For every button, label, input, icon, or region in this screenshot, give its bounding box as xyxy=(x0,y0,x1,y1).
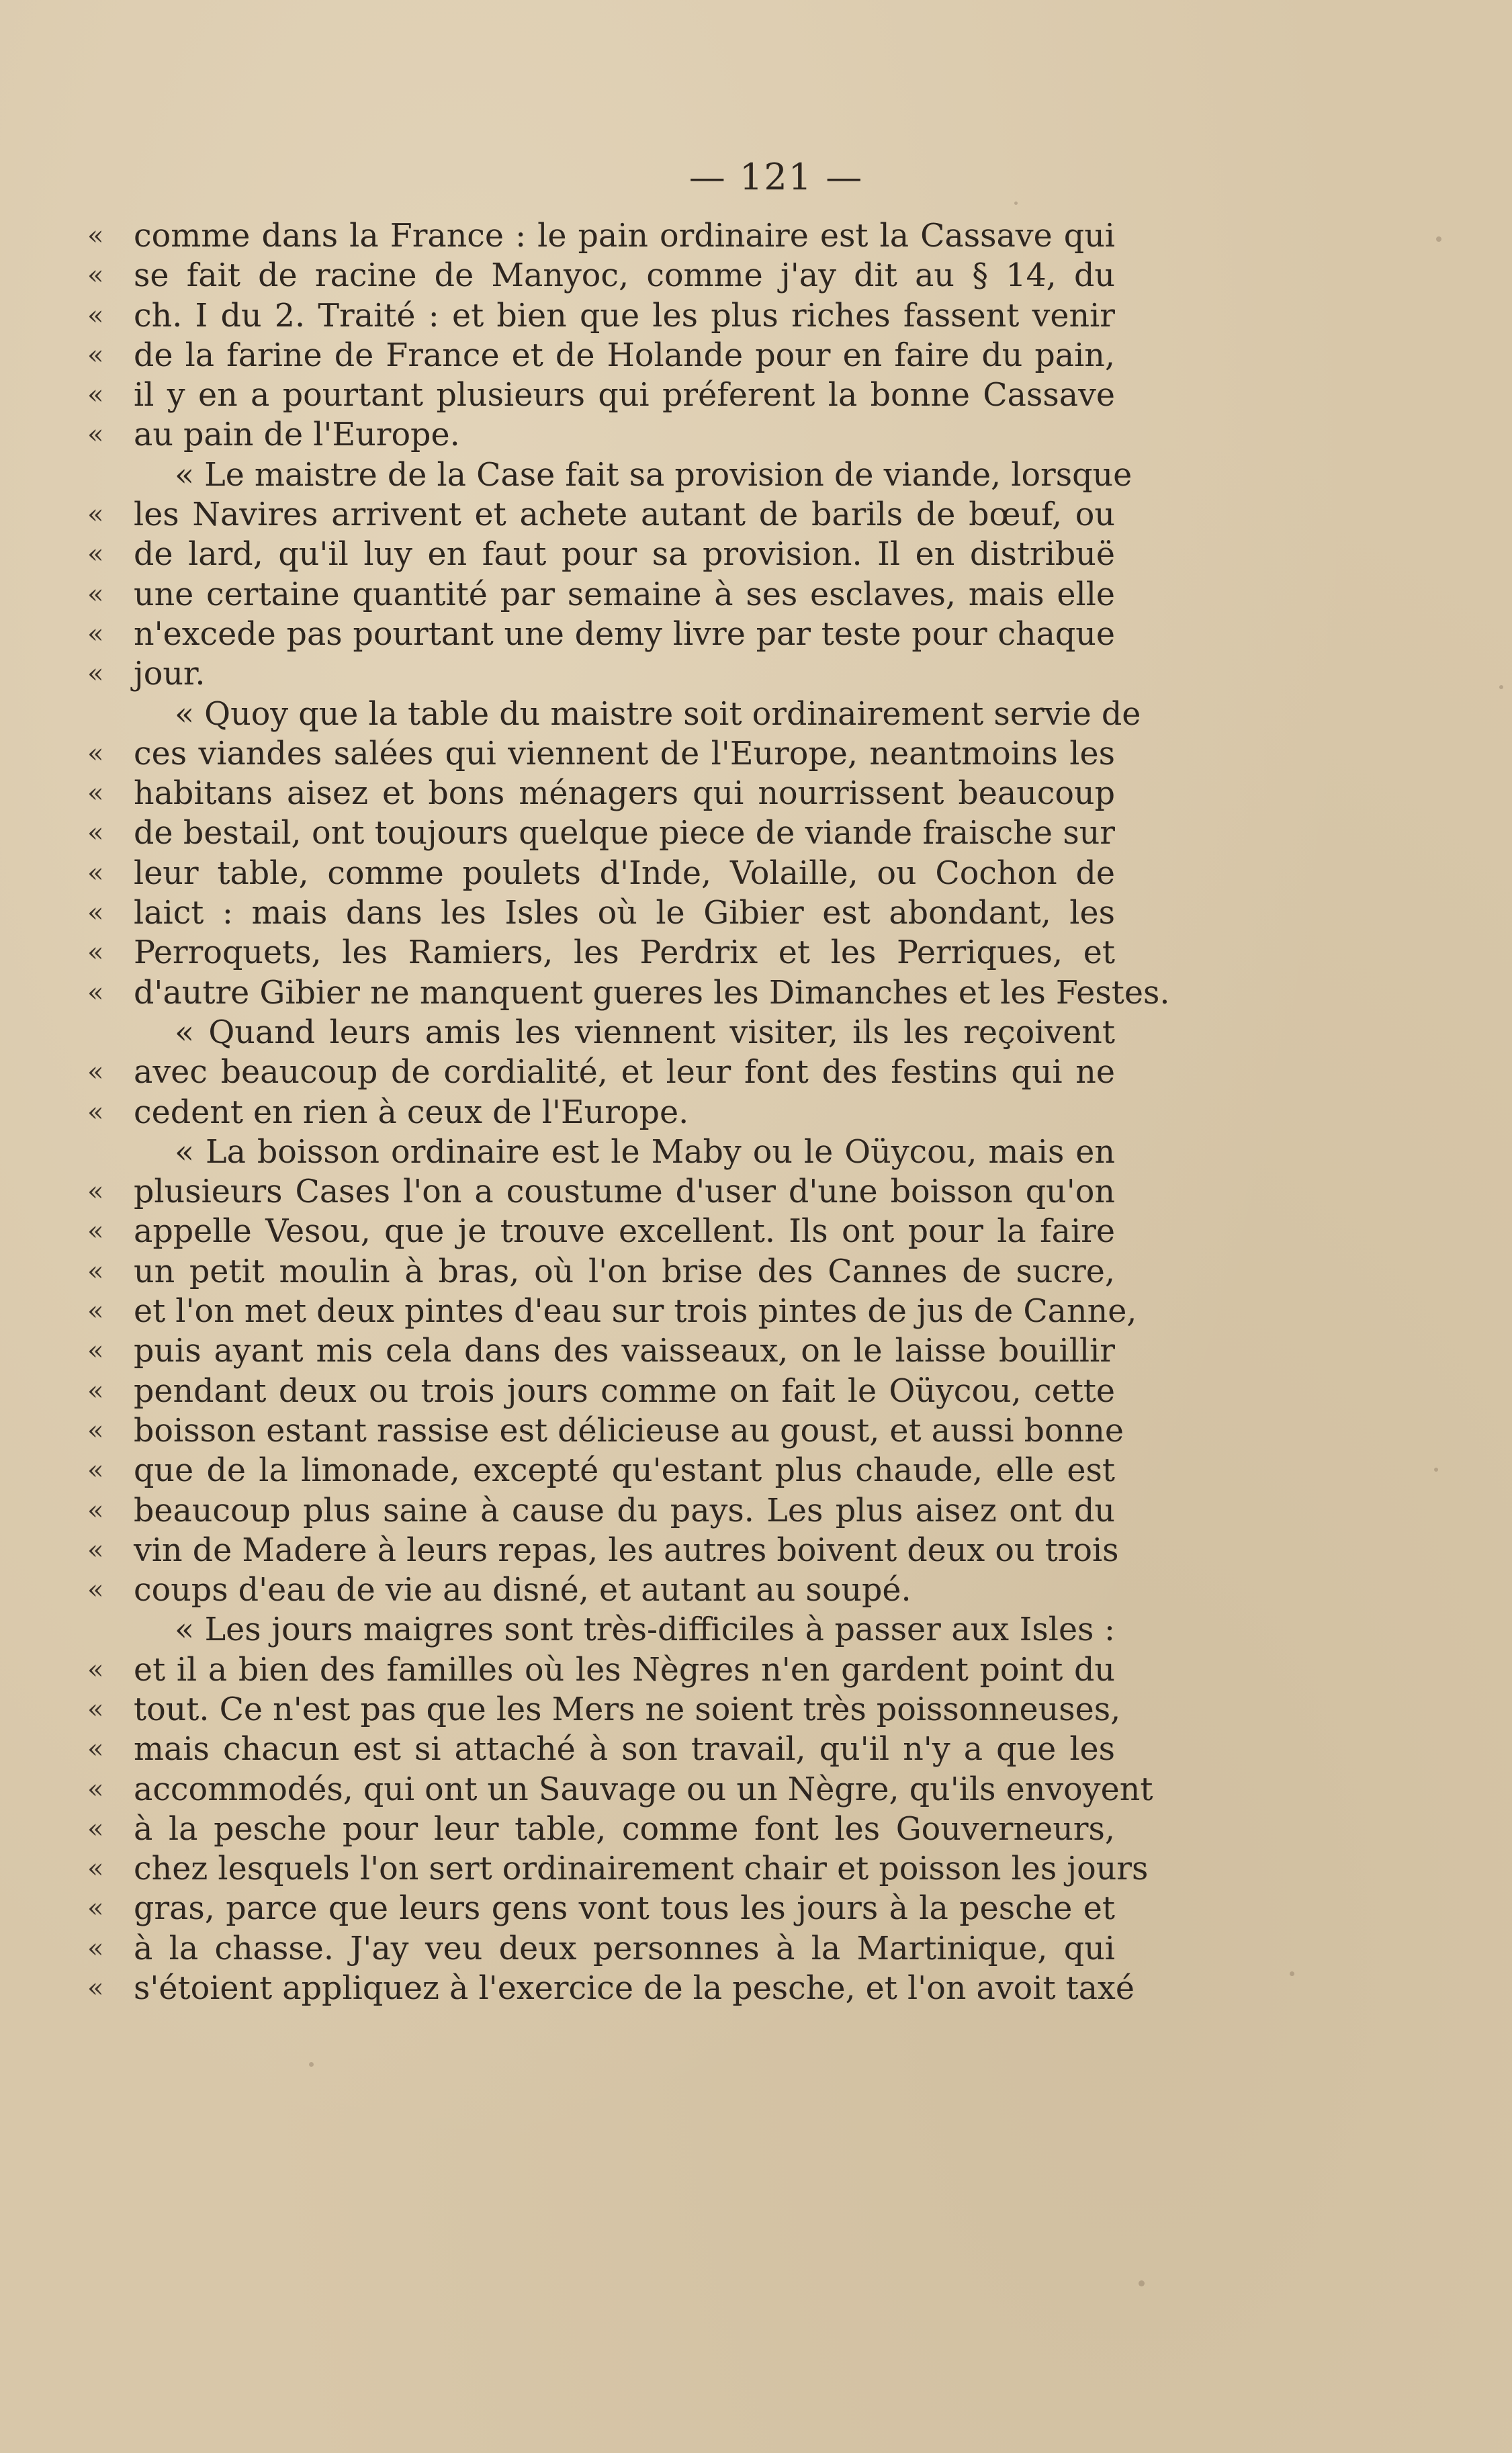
line-text: « Quoy que la table du maistre soit ordinairement servie de xyxy=(175,695,1141,733)
text-line xyxy=(87,973,1170,1013)
quote-mark: « xyxy=(87,1375,104,1407)
text-line xyxy=(87,535,1115,574)
text-line xyxy=(101,1610,1115,1650)
quote-mark: « xyxy=(87,977,104,1008)
quote-mark: « xyxy=(87,1096,104,1128)
line-text: que de la limonade, excepté qu'estant plus chaude, elle est xyxy=(134,1452,1115,1490)
quote-mark: « xyxy=(87,1455,104,1486)
line-text: ch. I du 2. Traité : et bien que les plus riches fassent venir xyxy=(134,297,1115,334)
line-text: cedent en rien à ceux de l'Europe. xyxy=(134,1094,689,1131)
line-text: et il a bien des familles où les Nègres n'en gardent point du xyxy=(134,1651,1115,1689)
quote-mark: « xyxy=(87,937,104,969)
quote-mark: « xyxy=(87,1415,104,1446)
quote-mark: « xyxy=(87,738,104,769)
line-text: de la farine de France et de Holande pour en faire du pain, xyxy=(134,337,1115,374)
line-text: puis ayant mis cela dans des vaisseaux, on le laisse bouillir xyxy=(134,1333,1115,1370)
text-line xyxy=(87,1292,1137,1331)
line-text: à la chasse. J'ay veu deux personnes à la Martinique, qui xyxy=(134,1930,1115,1967)
text-line xyxy=(101,1013,1115,1053)
line-text: n'excede pas pourtant une demy livre par teste pour chaque xyxy=(134,615,1115,653)
line-text: pendant deux ou trois jours comme on fait le Oüycou, cette xyxy=(134,1372,1115,1410)
text-line xyxy=(87,1252,1115,1292)
quote-mark: « xyxy=(87,339,104,371)
line-text: ces viandes salées qui viennent de l'Europe, neantmoins les xyxy=(134,735,1115,772)
line-text: à la pesche pour leur table, comme font les Gouverneurs, xyxy=(134,1810,1115,1848)
paper-speck xyxy=(309,2062,314,2067)
paper-speck xyxy=(1014,202,1018,205)
line-text: comme dans la France : le pain ordinaire est la Cassave qui xyxy=(134,218,1115,255)
text-line xyxy=(87,1889,1115,1928)
quote-mark: « xyxy=(87,1654,104,1685)
quote-mark: « xyxy=(87,1495,104,1526)
text-line xyxy=(87,216,1115,256)
line-text: coups d'eau de vie au disné, et autant au soupé. xyxy=(134,1572,911,1609)
text-line xyxy=(87,1730,1115,1769)
line-text: plusieurs Cases l'on a coustume d'user d'une boisson qu'on xyxy=(134,1173,1115,1211)
quote-mark: « xyxy=(87,778,104,809)
text-line xyxy=(87,1212,1115,1251)
line-text: beaucoup plus saine à cause du pays. Les plus aisez ont du xyxy=(134,1492,1115,1529)
line-text: gras, parce que leurs gens vont tous les jours à la pesche et xyxy=(134,1890,1115,1928)
page-number: — 121 — xyxy=(688,156,864,198)
paper-speck xyxy=(1436,236,1441,242)
line-text: « La boisson ordinaire est le Maby ou le Oüycou, mais en xyxy=(175,1133,1115,1171)
text-line xyxy=(87,575,1115,615)
quote-mark: « xyxy=(87,1853,104,1885)
text-line xyxy=(87,1849,1149,1889)
text-line xyxy=(87,375,1115,415)
text-line xyxy=(87,1172,1115,1212)
quote-mark: « xyxy=(87,1176,104,1208)
line-text: au pain de l'Europe. xyxy=(134,416,460,454)
quote-mark: « xyxy=(87,1813,104,1844)
text-line xyxy=(87,256,1115,296)
text-line xyxy=(87,734,1115,774)
quote-mark: « xyxy=(87,300,104,331)
quote-mark: « xyxy=(87,380,104,411)
text-line xyxy=(87,1491,1115,1531)
line-text: habitans aisez et bons ménagers qui nourrissent beaucoup xyxy=(134,775,1115,813)
line-text: « Les jours maigres sont très-difficiles à passer aux Isles : xyxy=(175,1611,1115,1649)
quote-mark: « xyxy=(87,1057,104,1088)
quote-mark: « xyxy=(87,897,104,929)
text-line xyxy=(87,336,1115,375)
text-line xyxy=(87,1810,1115,1849)
text-line xyxy=(87,1451,1115,1490)
text-line xyxy=(101,695,1141,734)
line-text: d'autre Gibier ne manquent gueres les Dimanches et les Festes. xyxy=(134,974,1170,1012)
quote-mark: « xyxy=(87,1296,104,1327)
text-line xyxy=(87,893,1115,933)
paper-speck xyxy=(1499,685,1503,689)
line-text: appelle Vesou, que je trouve excellent. Ils ont pour la faire xyxy=(134,1213,1115,1251)
text-line xyxy=(87,415,1115,455)
text-line xyxy=(87,933,1115,973)
line-text: Perroquets, les Ramiers, les Perdrix et les Perriques, et xyxy=(134,934,1115,972)
quote-mark: « xyxy=(87,1973,104,2004)
line-text: avec beaucoup de cordialité, et leur font des festins qui ne xyxy=(134,1054,1115,1091)
line-text: laict : mais dans les Isles où le Gibier est abondant, les xyxy=(134,895,1115,932)
line-text: accommodés, qui ont un Sauvage ou un Nègre, qu'ils envoyent xyxy=(134,1771,1153,1808)
quote-mark: « xyxy=(87,419,104,451)
text-line xyxy=(101,455,1132,495)
quote-mark: « xyxy=(87,260,104,292)
quote-mark: « xyxy=(87,1534,104,1566)
quote-mark: « xyxy=(87,539,104,570)
line-text: de lard, qu'il luy en faut pour sa provision. Il en distribuë xyxy=(134,536,1115,574)
text-line xyxy=(87,1411,1124,1451)
quote-mark: « xyxy=(87,857,104,889)
text-line xyxy=(87,654,1115,694)
text-line xyxy=(87,615,1115,654)
text-line xyxy=(87,1929,1115,1969)
line-text: de bestail, ont toujours quelque piece de viande fraische sur xyxy=(134,815,1115,852)
line-text: chez lesquels l'on sert ordinairement chair et poisson les jours xyxy=(134,1850,1149,1888)
text-line xyxy=(87,1770,1153,1810)
text-line xyxy=(87,296,1115,336)
quote-mark: « xyxy=(87,1773,104,1805)
text-line xyxy=(87,1969,1135,2008)
quote-mark: « xyxy=(87,1734,104,1765)
text-line xyxy=(87,1531,1119,1570)
text-line xyxy=(87,1372,1115,1411)
text-line xyxy=(101,1132,1115,1172)
line-text: leur table, comme poulets d'Inde, Volaille, ou Cochon de xyxy=(134,854,1115,892)
quote-mark: « xyxy=(87,618,104,650)
paper-speck xyxy=(1290,1971,1294,1976)
line-text: il y en a pourtant plusieurs qui préferent la bonne Cassave xyxy=(134,377,1115,414)
quote-mark: « xyxy=(87,658,104,690)
line-text: et l'on met deux pintes d'eau sur trois pintes de jus de Canne, xyxy=(134,1293,1137,1331)
line-text: se fait de racine de Manyoc, comme j'ay dit au § 14, du xyxy=(134,257,1115,295)
text-line xyxy=(87,1650,1115,1690)
text-line xyxy=(87,854,1115,893)
line-text: jour. xyxy=(134,656,206,693)
line-text: s'étoient appliquez à l'exercice de la pesche, et l'on avoit taxé xyxy=(134,1970,1135,2008)
quote-mark: « xyxy=(87,499,104,531)
quote-mark: « xyxy=(87,578,104,610)
quote-mark: « xyxy=(87,1574,104,1606)
paper-speck xyxy=(1434,1468,1438,1472)
quote-mark: « xyxy=(87,1932,104,1964)
body-text xyxy=(87,216,1170,2008)
text-line xyxy=(87,1331,1115,1371)
line-text: une certaine quantité par semaine à ses esclaves, mais elle xyxy=(134,576,1115,613)
line-text: vin de Madere à leurs repas, les autres boivent deux ou trois xyxy=(134,1531,1119,1569)
quote-mark: « xyxy=(87,1335,104,1367)
text-line xyxy=(87,1093,1115,1132)
text-line xyxy=(87,813,1115,853)
quote-mark: « xyxy=(87,1255,104,1287)
text-line xyxy=(87,1690,1121,1730)
quote-mark: « xyxy=(87,220,104,251)
text-line xyxy=(87,1570,1115,1610)
text-line xyxy=(87,495,1115,535)
text-line xyxy=(87,1053,1115,1092)
quote-mark: « xyxy=(87,817,104,849)
quote-mark: « xyxy=(87,1893,104,1924)
line-text: « Quand leurs amis les viennent visiter, ils les reçoivent xyxy=(175,1014,1115,1051)
line-text: « Le maistre de la Case fait sa provision de viande, lorsque xyxy=(175,456,1132,494)
paper-speck xyxy=(1139,2280,1145,2286)
line-text: les Navires arrivent et achete autant de barils de bœuf, ou xyxy=(134,496,1115,534)
line-text: mais chacun est si attaché à son travail, qu'il n'y a que les xyxy=(134,1731,1115,1769)
text-line xyxy=(87,774,1115,813)
quote-mark: « xyxy=(87,1216,104,1247)
line-text: boisson estant rassise est délicieuse au goust, et aussi bonne xyxy=(134,1412,1124,1450)
line-text: tout. Ce n'est pas que les Mers ne soient très poissonneuses, xyxy=(134,1691,1121,1728)
line-text: un petit moulin à bras, où l'on brise des Cannes de sucre, xyxy=(134,1253,1115,1290)
quote-mark: « xyxy=(87,1693,104,1725)
